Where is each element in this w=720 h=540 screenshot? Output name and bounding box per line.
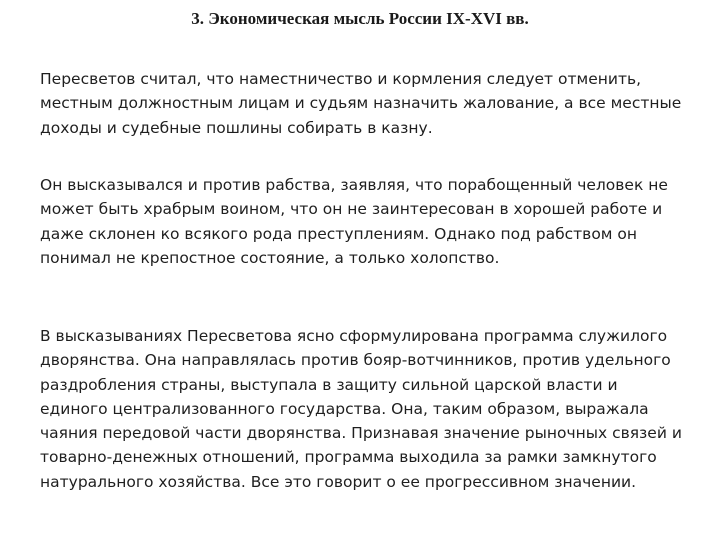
slide-title: 3. Экономическая мысль России IX-XVI вв. [191, 9, 529, 28]
paragraph-nobility-program: В высказываниях Пересветова ясно сформулирована программа служилого дворянства. Она направлялась против бояр-вотчинников, против удельного раздробления страны, выступала в защиту сильной царской власти и единого централизованного государства. Она, таким образом, выражала чаяния передовой части дворянства. Признавая значение рыночных связей и товарно-денежных отношений, программа выходила за рамки замкнутого натурального хозяйства. Все это говорит о ее прогрессивном значении. [40, 327, 682, 491]
paragraph-nationalization: Пересветов считал, что наместничество и кормления следует отменить, местным должностным лицам и судьям назначить жалование, а все местные доходы и судебные пошлины собирать в казну. [40, 70, 682, 137]
paragraph-slavery: Он высказывался и против рабства, заявляя, что порабощенный человек не может быть храбрым воином, что он не заинтересован в хорошей работе и даже склонен ко всякого рода преступлениям. Однако под рабством он понимал не крепостное состояние, а только холопство. [40, 176, 668, 267]
